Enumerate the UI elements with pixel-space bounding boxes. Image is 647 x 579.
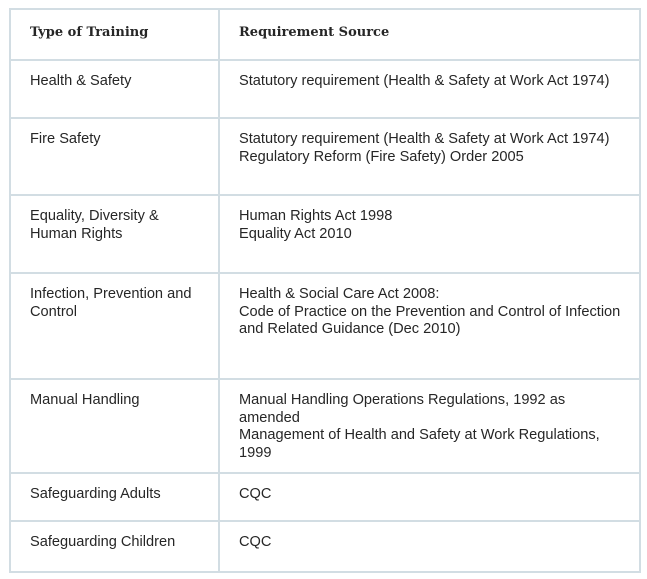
training-type-cell: Health & Safety — [10, 60, 219, 118]
header-type-of-training: Type of Training — [10, 9, 219, 60]
table-row — [10, 521, 640, 572]
source-line: Health & Social Care Act 2008: — [239, 286, 440, 302]
source-line: Equality Act 2010 — [239, 225, 352, 242]
table-row — [10, 60, 640, 118]
requirement-source-cell — [219, 118, 640, 195]
requirement-source-cell — [219, 195, 640, 273]
training-type-cell: Fire Safety — [10, 118, 219, 195]
table-row — [10, 118, 640, 195]
training-type-cell: Infection, Prevention and Control — [10, 273, 219, 379]
source-line: CQC — [239, 486, 272, 502]
training-requirements-table — [9, 8, 641, 573]
training-type-cell: Equality, Diversity & Human Rights — [10, 195, 219, 273]
source-line: Management of Health and Safety at Work Regulations, 1999 — [239, 427, 600, 461]
source-line: Code of Practice on the Prevention and Control of Infection and Related Guidance (Dec 2010) — [239, 303, 621, 337]
table-row — [10, 473, 640, 521]
training-type-cell: Safeguarding Children — [10, 521, 219, 572]
header-row — [10, 9, 640, 60]
source-line: Manual Handling Operations Regulations, 1992 as amended — [239, 392, 566, 426]
requirement-source-cell — [219, 473, 640, 521]
source-line: CQC — [239, 534, 272, 550]
requirement-source-cell — [219, 521, 640, 572]
header-requirement-source: Requirement Source — [219, 9, 640, 60]
requirement-source-cell — [219, 60, 640, 118]
training-type-cell: Safeguarding Adults — [10, 473, 219, 521]
table-row — [10, 195, 640, 273]
table-row — [10, 379, 640, 473]
source-line: Statutory requirement (Health & Safety at Work Act 1974) — [239, 131, 610, 147]
source-line: Regulatory Reform (Fire Safety) Order 2005 — [239, 148, 524, 165]
training-type-cell: Manual Handling — [10, 379, 219, 473]
table-row — [10, 273, 640, 379]
source-line: Statutory requirement (Health & Safety at Work Act 1974) — [239, 73, 610, 89]
requirement-source-cell — [219, 273, 640, 379]
source-line: Human Rights Act 1998 — [239, 208, 393, 224]
requirement-source-cell — [219, 379, 640, 473]
